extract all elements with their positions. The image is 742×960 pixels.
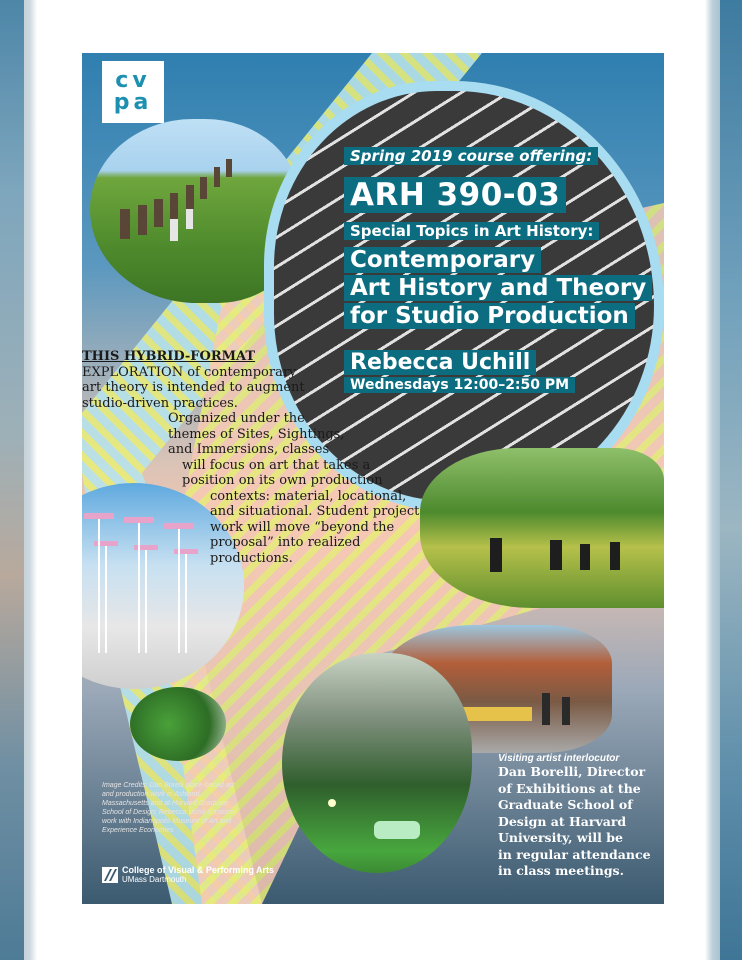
description-line: art theory is intended to augment (82, 380, 305, 395)
description-line: studio-driven practices. (82, 395, 238, 411)
night-parking-lot-photo (282, 653, 472, 873)
description-line: Organized under the (168, 411, 305, 426)
visiting-intro: Visiting artist interlocutor (498, 753, 620, 764)
offering-text: Spring 2019 course offering: (344, 147, 598, 165)
visiting-line: University, will be (498, 830, 623, 845)
visiting-line: of Exhibitions at the (498, 780, 641, 796)
description-line: THIS HYBRID-FORMAT (82, 349, 256, 364)
visiting-line: Graduate School of (498, 797, 633, 812)
college-footer-logo (102, 865, 274, 884)
description-line: contexts: material, locational, (210, 488, 407, 504)
visiting-line: in class meetings. (498, 863, 624, 878)
schedule-text: Wednesdays 12:00–2:50 PM (344, 377, 575, 393)
left-background-edge (0, 0, 24, 960)
instructor-text: Rebecca Uchill (344, 350, 536, 375)
title-text: Contemporary (344, 247, 541, 273)
topics-text: Special Topics in Art History: (344, 222, 599, 240)
description-line: proposal” into realized (210, 535, 361, 550)
description-line: and situational. Student project (210, 504, 420, 519)
cvpa-logo (102, 61, 164, 123)
meadow-performers-photo (420, 448, 664, 608)
description-line: and Immersions, classes (168, 442, 330, 457)
course-description (82, 349, 419, 566)
course-topics (344, 222, 599, 240)
college-mark-icon (102, 867, 118, 883)
description-line: themes of Sites, Sightings, (168, 426, 345, 442)
visiting-artist-block (498, 753, 664, 880)
course-code (344, 177, 566, 213)
description-line: EXPLORATION of contemporary (82, 364, 297, 380)
course-title-line-2 (344, 274, 652, 302)
title-text: Art History and Theory (344, 275, 652, 301)
logo-text-top: cv (115, 68, 151, 93)
description-line: work will move “beyond the (210, 519, 395, 535)
course-code-text: ARH 390-03 (344, 177, 566, 213)
description-line: productions. (210, 550, 293, 566)
logo-text-bottom: pa (113, 90, 153, 115)
course-offering-label (344, 147, 598, 165)
description-line: position on its own production (182, 473, 383, 488)
description-line: will focus on art that takes a (182, 457, 371, 473)
course-title-line-3 (344, 302, 635, 330)
visiting-line: in regular attendance (498, 846, 651, 862)
tree-photo (130, 687, 226, 761)
university-name: UMass Dartmouth (122, 875, 187, 884)
course-poster (82, 53, 664, 904)
right-background-edge (720, 0, 742, 960)
college-name: College of Visual & Performing Arts (122, 865, 275, 875)
visiting-line: Dan Borelli, Director (498, 764, 646, 779)
title-text: for Studio Production (344, 303, 635, 329)
course-title-line-1 (344, 246, 541, 274)
image-credits: Image Credits: Dan Borelli place-based art and production work in Ashland, Massachusetts and at Harvard Graduate School of Design; Rebecca Uchill curatorial work with Indianapolis Museum of Art and Experience Economies (102, 782, 237, 834)
visiting-line: Design at Harvard (498, 813, 627, 829)
